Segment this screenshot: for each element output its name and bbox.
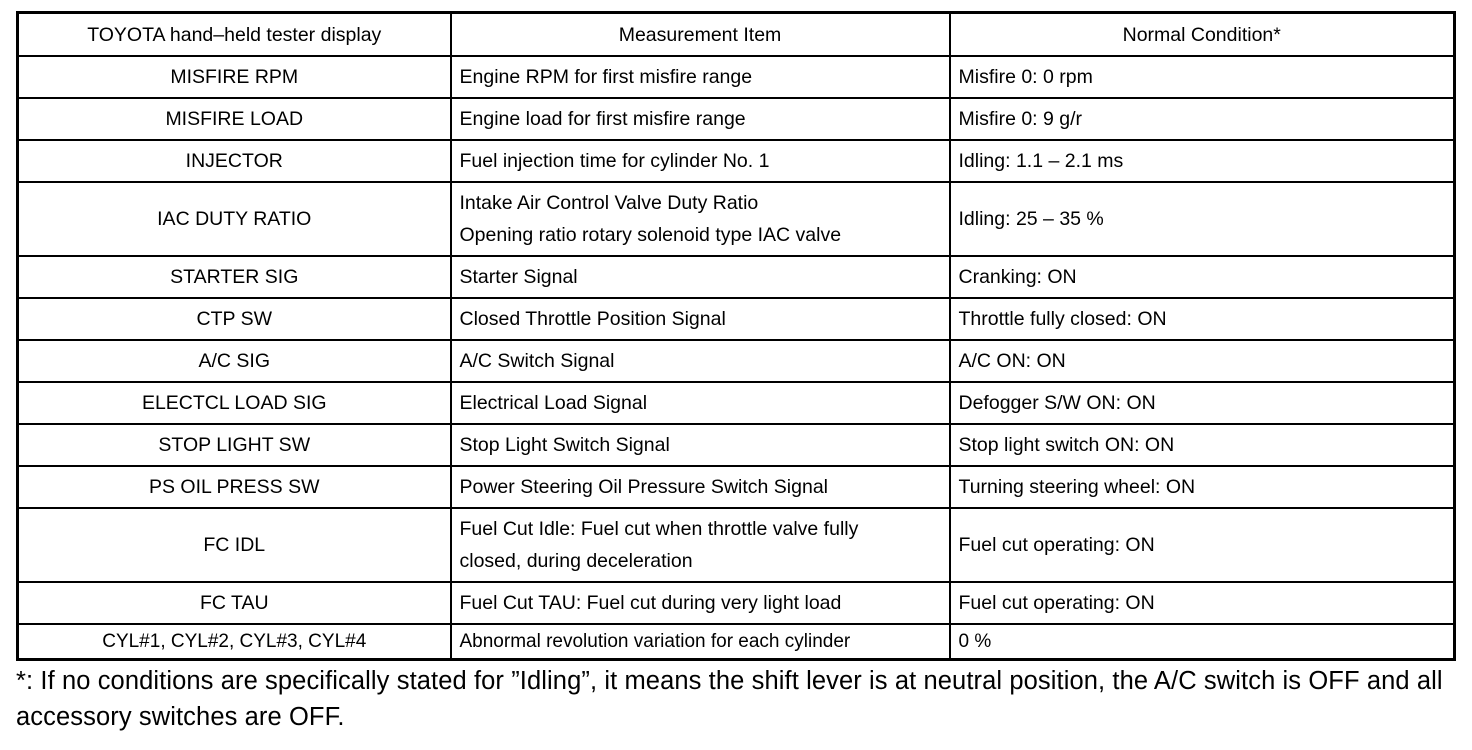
measurement-item-cell [451, 582, 950, 624]
tester-display-cell: CTP SW [18, 298, 451, 340]
tester-display-cell: INJECTOR [18, 140, 451, 182]
table-row [18, 56, 1455, 98]
normal-condition-cell: Defogger S/W ON: ON [950, 382, 1455, 424]
document [16, 11, 1456, 735]
tester-display-cell: IAC DUTY RATIO [18, 182, 451, 256]
table-row [18, 382, 1455, 424]
measurement-item-line: Closed Throttle Position Signal [459, 308, 726, 330]
normal-condition-cell: Turning steering wheel: ON [950, 466, 1455, 508]
normal-condition-cell: Cranking: ON [950, 256, 1455, 298]
header-measurement-item: Measurement Item [451, 13, 950, 57]
footnote: *: If no conditions are specifically stated for ”Idling”, it means the shift lever is at neutral position, the A/C switch is OFF and all accessory switches are OFF. [16, 667, 1443, 731]
tester-display-cell: MISFIRE LOAD [18, 98, 451, 140]
measurement-item-cell [451, 98, 950, 140]
table-row [18, 466, 1455, 508]
measurement-item-line: Fuel Cut Idle: Fuel cut when throttle valve fully [459, 518, 859, 540]
table-row [18, 340, 1455, 382]
tester-display-cell: STARTER SIG [18, 256, 451, 298]
tester-display-cell: FC IDL [18, 508, 451, 582]
normal-condition-cell: Fuel cut operating: ON [950, 508, 1455, 582]
table-row [18, 182, 1455, 256]
normal-condition-cell: Misfire 0: 9 g/r [950, 98, 1455, 140]
header-normal-condition: Normal Condition* [950, 13, 1455, 57]
header-tester-display: TOYOTA hand–held tester display [18, 13, 451, 57]
normal-condition-cell: 0 % [950, 624, 1455, 660]
normal-condition-cell: Stop light switch ON: ON [950, 424, 1455, 466]
table-body [18, 56, 1455, 660]
measurement-item-line: closed, during deceleration [459, 550, 693, 572]
measurement-item-cell [451, 140, 950, 182]
measurement-item-cell [451, 340, 950, 382]
measurement-item-line: Electrical Load Signal [459, 392, 648, 414]
tester-display-cell: A/C SIG [18, 340, 451, 382]
measurement-item-cell [451, 298, 950, 340]
measurement-item-cell [451, 624, 950, 660]
normal-condition-cell: A/C ON: ON [950, 340, 1455, 382]
measurement-item-cell [451, 56, 950, 98]
measurement-item-line: Abnormal revolution variation for each cylinder [459, 630, 851, 652]
measurement-item-cell [451, 424, 950, 466]
measurement-item-line: Engine RPM for first misfire range [459, 66, 753, 88]
normal-condition-cell: Idling: 1.1 – 2.1 ms [950, 140, 1455, 182]
normal-condition-cell: Throttle fully closed: ON [950, 298, 1455, 340]
measurement-item-cell [451, 182, 950, 256]
measurement-item-line: Stop Light Switch Signal [459, 434, 670, 456]
tester-display-cell: PS OIL PRESS SW [18, 466, 451, 508]
measurement-item-line: Starter Signal [459, 266, 578, 288]
measurement-item-line: Power Steering Oil Pressure Switch Signal [459, 476, 828, 498]
table-row [18, 582, 1455, 624]
table-row [18, 508, 1455, 582]
measurement-item-cell [451, 256, 950, 298]
tester-display-cell: MISFIRE RPM [18, 56, 451, 98]
measurement-item-line: Fuel Cut TAU: Fuel cut during very light load [459, 592, 842, 614]
table-row [18, 98, 1455, 140]
table-row [18, 256, 1455, 298]
measurement-item-line: Opening ratio rotary solenoid type IAC valve [459, 224, 842, 246]
table-header-row [18, 13, 1455, 57]
measurement-item-line: Engine load for first misfire range [459, 108, 746, 130]
measurement-item-line: Intake Air Control Valve Duty Ratio [459, 192, 759, 214]
normal-condition-cell: Fuel cut operating: ON [950, 582, 1455, 624]
measurement-item-line: Fuel injection time for cylinder No. 1 [459, 150, 770, 172]
measurement-item-cell [451, 508, 950, 582]
tester-display-cell: CYL#1, CYL#2, CYL#3, CYL#4 [18, 624, 451, 660]
table-row [18, 140, 1455, 182]
measurement-item-cell [451, 466, 950, 508]
table-row [18, 424, 1455, 466]
measurement-item-cell [451, 382, 950, 424]
tester-display-cell: FC TAU [18, 582, 451, 624]
tester-data-table [16, 11, 1456, 661]
normal-condition-cell: Misfire 0: 0 rpm [950, 56, 1455, 98]
table-row [18, 624, 1455, 660]
tester-display-cell: STOP LIGHT SW [18, 424, 451, 466]
table-row [18, 298, 1455, 340]
measurement-item-line: A/C Switch Signal [459, 350, 615, 372]
normal-condition-cell: Idling: 25 – 35 % [950, 182, 1455, 256]
tester-display-cell: ELECTCL LOAD SIG [18, 382, 451, 424]
